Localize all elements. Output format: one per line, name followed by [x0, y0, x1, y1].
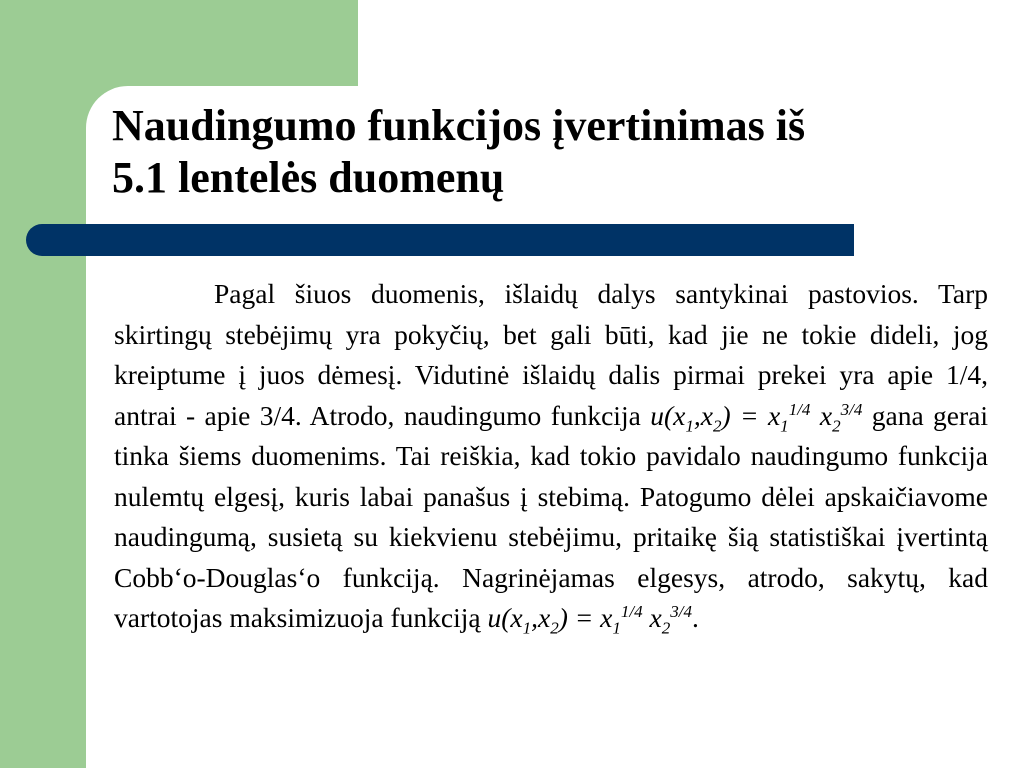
slide-title-line-2: 5.1 lentelės duomenų — [112, 153, 505, 202]
body-text-part-1: Pagal šiuos duomenis, išlaidų dalys santykinai pastovios. Tarp skirtingų stebėjimų yra pokyčių, bet gali būti, kad jie ne tokie dideli, jog kreiptume į juos dėmesį. Vidutinė išlaidų dalis pirmai prekei yra apie 1/4, antrai - apie 3/4. Atrodo, naudingumo funkcija — [114, 278, 988, 431]
slide-title-line-1: Naudingumo funkcijos įvertinimas iš — [112, 101, 806, 150]
body-text-end: . — [692, 602, 699, 633]
slide-title — [112, 100, 992, 204]
title-divider-bar — [26, 224, 854, 256]
body-paragraph — [114, 274, 988, 639]
utility-formula-2: $u(x_1,x_2) = x_1^{1/4}$ $x_2^{3/4}$ — [487, 601, 693, 638]
body-text-part-2: gana gerai tinka šiems duomenims. Tai reiškia, kad tokio pavidalo naudingumo funkcija nulemtų elgesį, kuris labai panašus į stebimą. Patogumo dėlei apskaičiavome naudingumą, susietą su kiekvienu stebėjimu, pritaikę šią statistiškai įvertintą Cobb‘o-Douglas‘o funkciją. Nagrinėjamas elgesys, atrodo, sakytų, kad vartotojas maksimizuoja funkciją — [114, 399, 989, 633]
utility-formula-1: $u(x_1,x_2) = x_1^{1/4}$ $x_2^{3/4}$ — [650, 399, 863, 435]
